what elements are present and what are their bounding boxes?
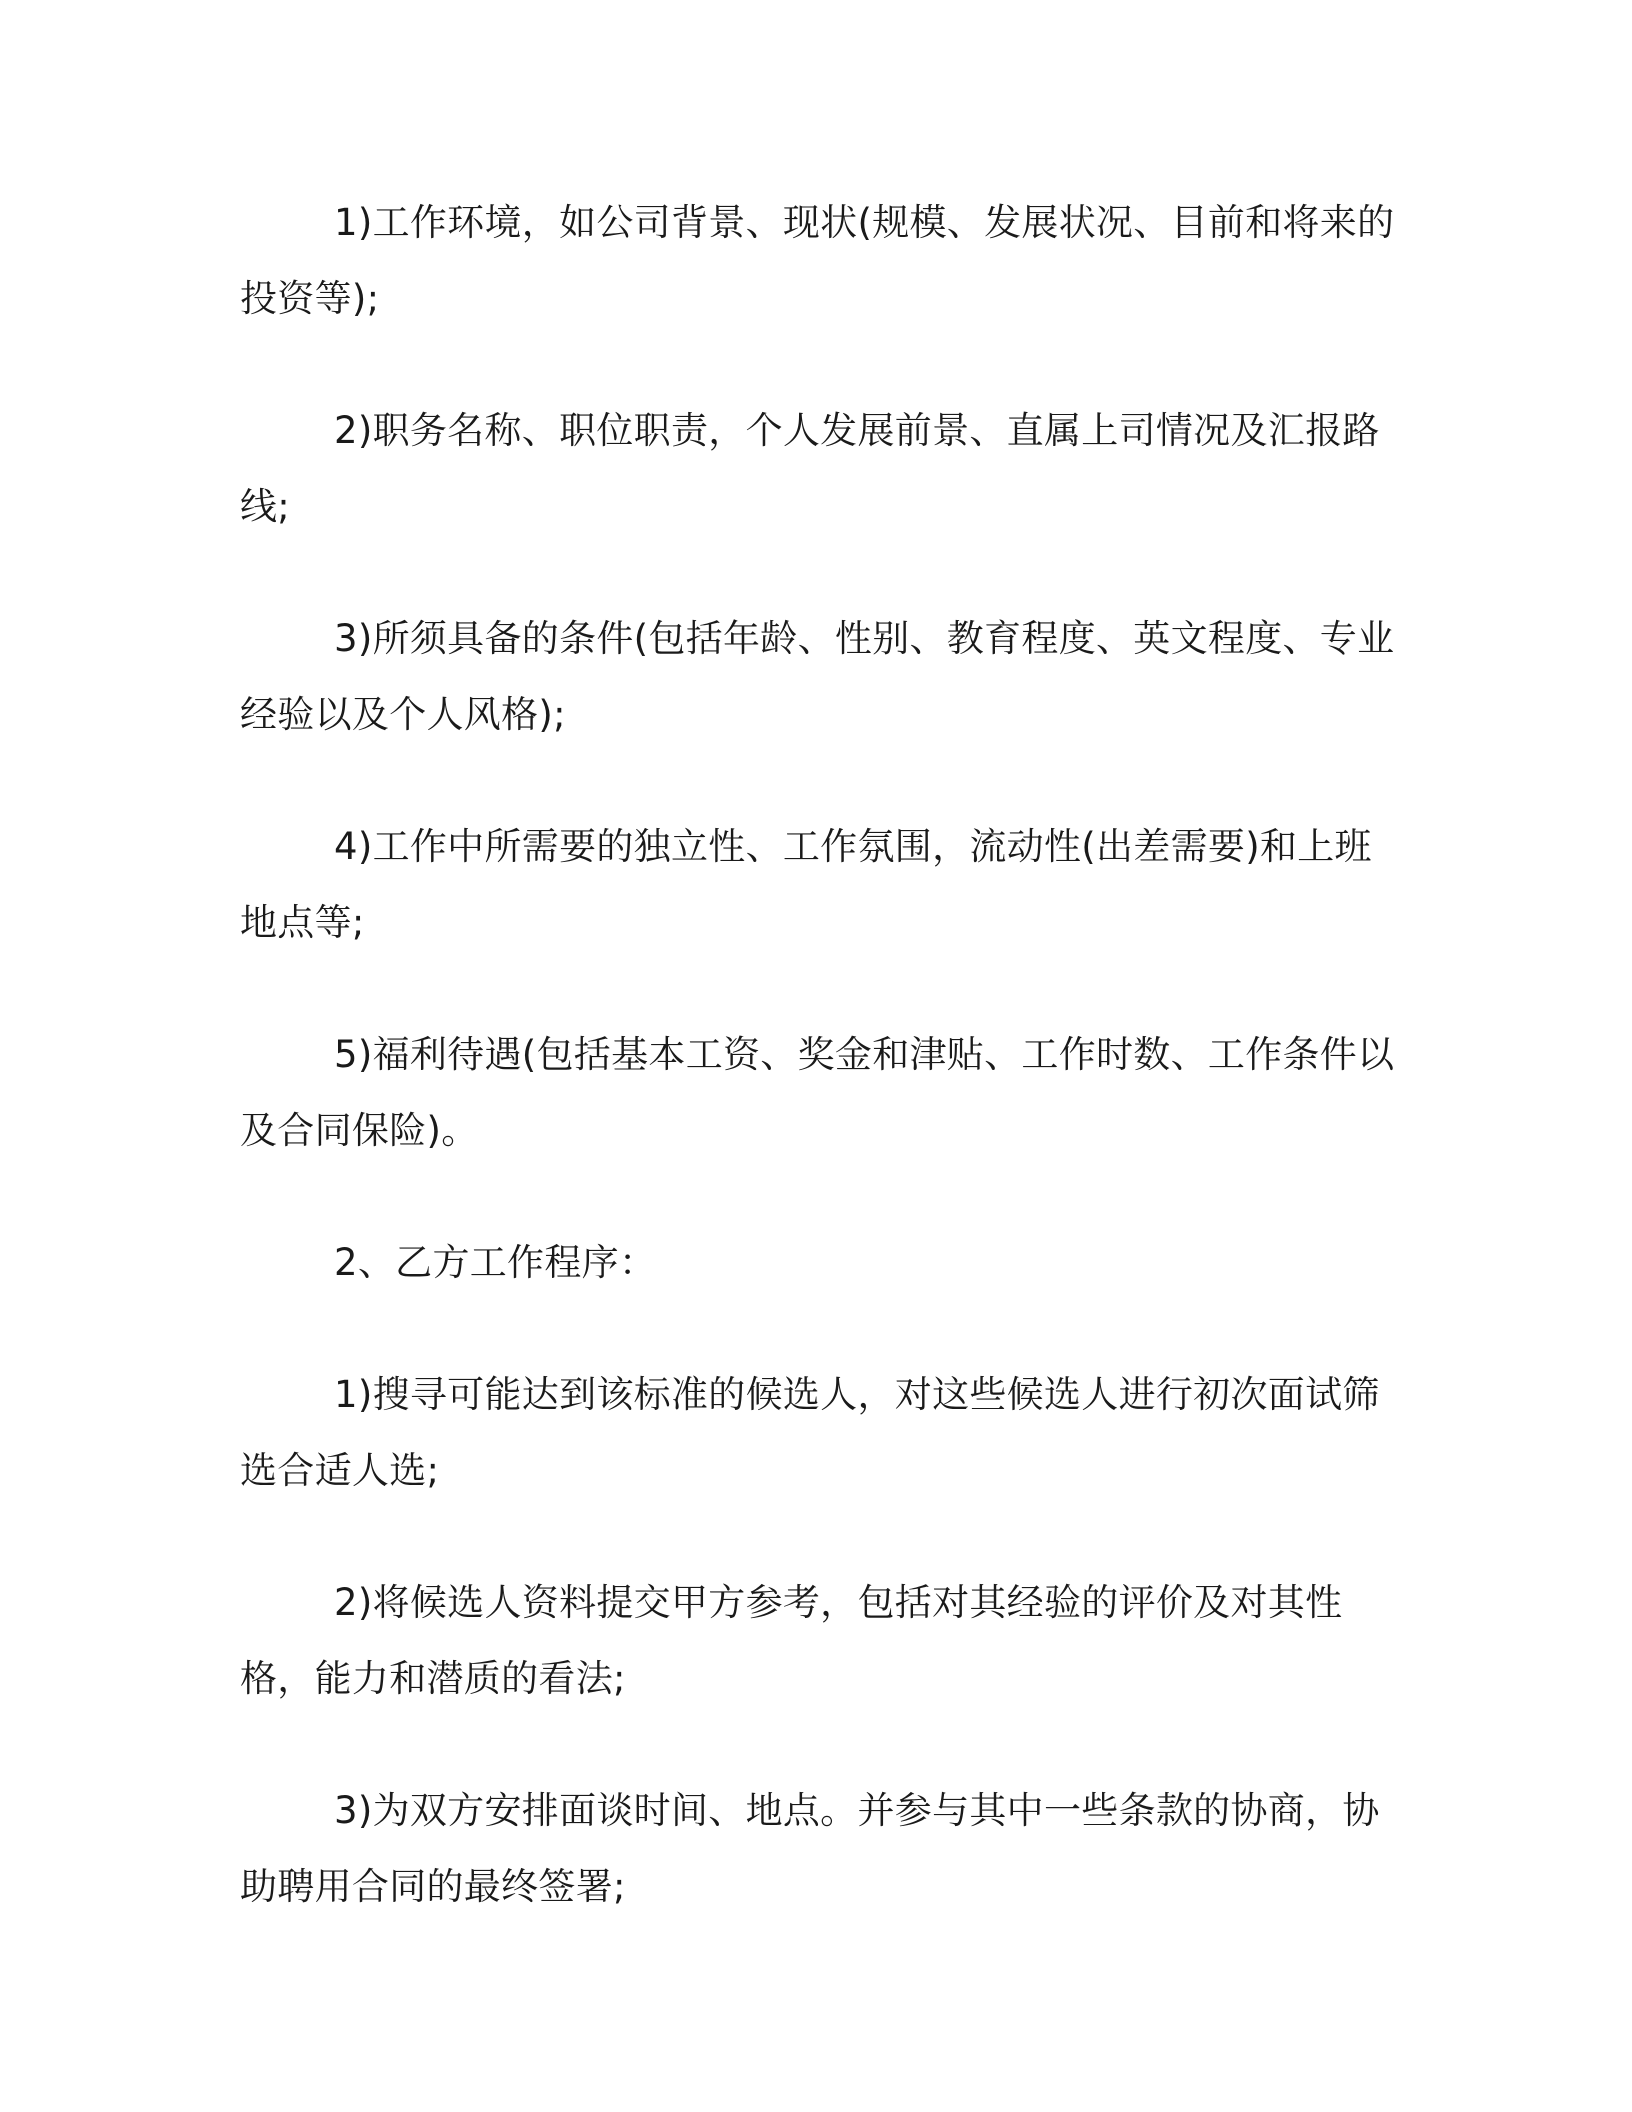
paragraph-benefits: 5)福利待遇(包括基本工资、奖金和津贴、工作时数、工作条件以及合同保险)。 [240, 1033, 1395, 1152]
paragraph-candidate-search: 1)搜寻可能达到该标准的候选人，对这些候选人进行初次面试筛选合适人选; [240, 1373, 1380, 1492]
paragraph-work-conditions: 4)工作中所需要的独立性、工作氛围，流动性(出差需要)和上班地点等; [240, 825, 1372, 944]
paragraph-interview-arrangement: 3)为双方安排面谈时间、地点。并参与其中一些条款的协商，协助聘用合同的最终签署; [240, 1789, 1380, 1908]
paragraph-candidate-submission: 2)将候选人资料提交甲方参考，包括对其经验的评价及对其性格，能力和潜质的看法; [240, 1581, 1343, 1700]
paragraph-work-environment: 1)工作环境，如公司背景、现状(规模、发展状况、目前和将来的投资等); [240, 201, 1395, 320]
section-heading-party-b-procedure: 2、乙方工作程序： [334, 1241, 657, 1284]
paragraph-requirements: 3)所须具备的条件(包括年龄、性别、教育程度、英文程度、专业经验以及个人风格); [240, 617, 1395, 736]
paragraph-job-title: 2)职务名称、职位职责，个人发展前景、直属上司情况及汇报路线; [240, 409, 1380, 528]
document-body [240, 185, 1400, 1981]
